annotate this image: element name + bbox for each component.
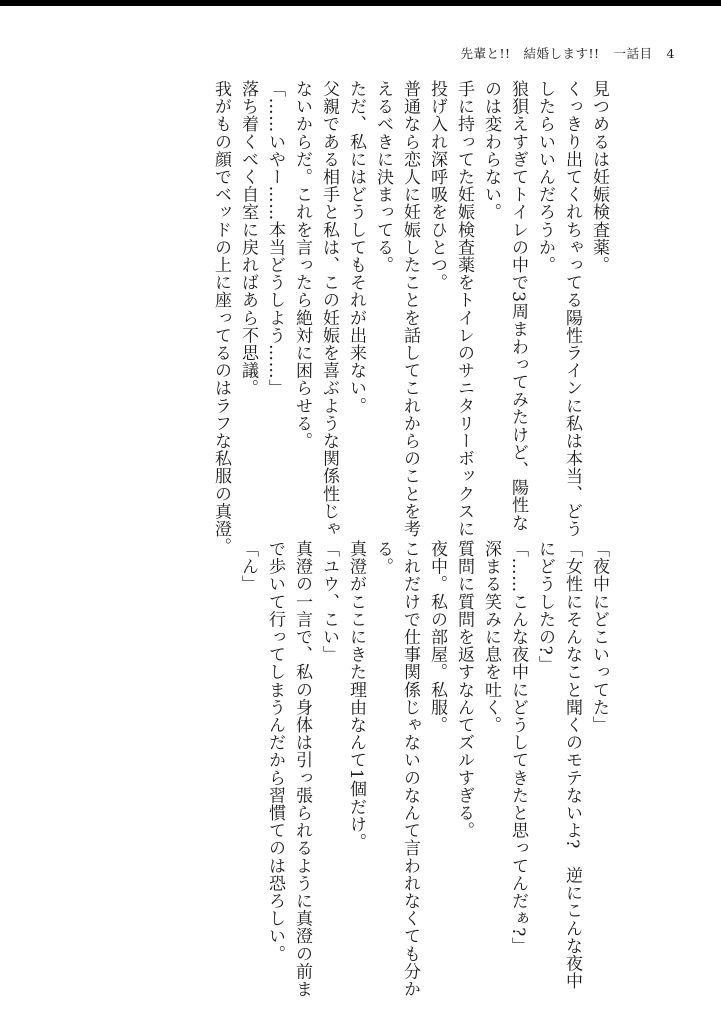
book-title: 先輩と!! 結婚します!! bbox=[460, 46, 600, 61]
text-line: 落ち着くべく自室に戻ればあら不思議。 bbox=[238, 80, 258, 397]
dialogue-line: 「ん」 bbox=[238, 540, 258, 593]
text-line: ただ、私にはどうしてもそれが出来ない。 bbox=[346, 80, 366, 415]
dialogue-line: 「……いやー……本当どうしよう……」 bbox=[265, 80, 285, 397]
upper-text-block bbox=[92, 80, 612, 556]
dialogue-line: 「ユウ、こい」 bbox=[319, 540, 339, 664]
text-line: 投げ入れ深呼吸をひとつ。 bbox=[427, 80, 447, 292]
text-line: 父親である相手と私は、この妊娠を喜ぶような関係性じゃ bbox=[319, 80, 339, 538]
text-line: 見つめるは妊娠検査薬。 bbox=[589, 80, 609, 274]
text-line: 手に持ってた妊娠検査薬をトイレのサニタリーボックスに bbox=[454, 80, 474, 538]
text-line: 真澄がここにきた理由なんて1個だけ。 bbox=[346, 540, 366, 851]
text-line: ないからだ。これを言ったら絶対に困らせる。 bbox=[292, 80, 312, 450]
chapter-label: 一話目 bbox=[613, 46, 653, 61]
page-number: 4 bbox=[666, 46, 675, 61]
dialogue-line: 「……こんな夜中にどうしてきたと思ってんだぁ?」 bbox=[508, 540, 528, 955]
text-line: したらいいんだろうか。 bbox=[535, 80, 555, 274]
text-line: る。 bbox=[373, 540, 393, 576]
top-border-bar bbox=[0, 0, 721, 6]
running-header bbox=[460, 44, 675, 62]
text-line: 質問に質問を返すなんてズルすぎる。 bbox=[454, 540, 474, 840]
dialogue-line: 「夜中にどこいってた」 bbox=[589, 540, 609, 734]
text-line: 真澄の一言で、私の身体は引っ張られるように真澄の前ま bbox=[292, 540, 312, 998]
text-line: で歩いて行ってしまうんだから習慣てのは恐ろしい。 bbox=[265, 540, 285, 963]
dialogue-line: 「女性にそんなこと聞くのモテないよ? 逆にこんな夜中 bbox=[562, 540, 582, 990]
text-line: 狼狽えすぎてトイレの中で3周まわってみたけど、陽性な bbox=[508, 80, 528, 532]
text-line: のは変わらない。 bbox=[481, 80, 501, 221]
text-line: 夜中。私の部屋。私服。 bbox=[427, 540, 447, 734]
text-line: くっきり出てくれちゃってる陽性ラインに私は本当、どう bbox=[562, 80, 582, 538]
dialogue-line: にどうしたの?」 bbox=[535, 540, 555, 673]
text-line: 深まる笑みに息を吐く。 bbox=[481, 540, 501, 734]
text-line: 普通なら恋人に妊娠したことを話してこれからのことを考 bbox=[400, 80, 420, 538]
lower-text-block bbox=[92, 540, 612, 998]
text-line: えるべきに決まってる。 bbox=[373, 80, 393, 274]
text-line: 我がもの顔でベッドの上に座ってるのはラフな私服の真澄。 bbox=[211, 80, 231, 556]
text-line: これだけで仕事関係じゃないのなんて言われなくても分か bbox=[400, 540, 420, 998]
